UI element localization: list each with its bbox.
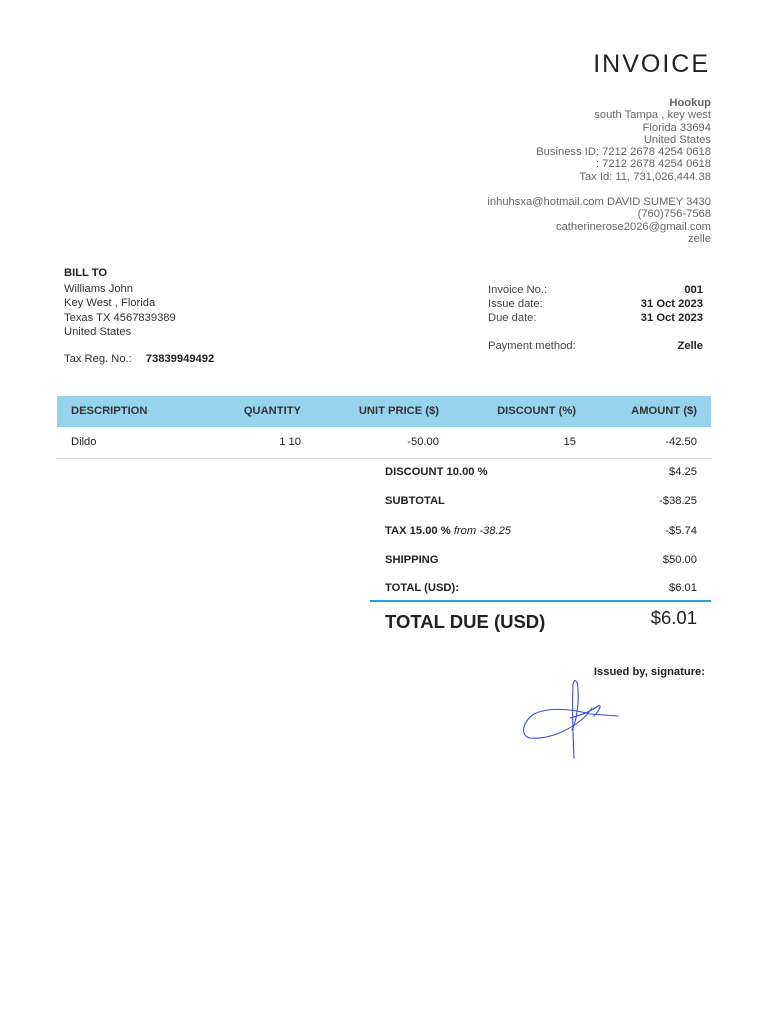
seller-name: Hookup xyxy=(669,97,711,109)
items-table-header xyxy=(57,396,711,427)
totals-value: -$38.25 xyxy=(659,495,697,507)
bill-to-line: United States xyxy=(64,325,132,338)
bill-to-block xyxy=(64,266,176,339)
contact-line: inhuhsxa@hotmail.com DAVID SUMEY 3430 xyxy=(487,196,711,208)
bill-to-line: Texas TX 4567839389 xyxy=(64,311,176,324)
meta-value: 31 Oct 2023 xyxy=(640,312,703,324)
signature-image xyxy=(520,676,630,766)
total-divider xyxy=(370,600,711,602)
seller-tax-id: Tax Id: 11, 731,026,444.38 xyxy=(579,170,711,183)
bill-to-heading: BILL TO xyxy=(64,267,108,279)
seller-address-line: United States xyxy=(643,133,711,146)
column-header-amount: AMOUNT ($) xyxy=(631,405,697,417)
totals-label: DISCOUNT 10.00 % xyxy=(385,466,488,478)
total-due-value: $6.01 xyxy=(650,607,697,628)
invoice-title: INVOICE xyxy=(593,50,710,78)
column-header-discount: DISCOUNT (%) xyxy=(497,405,576,417)
meta-row-invoice-no xyxy=(488,283,703,297)
tax-reg-label: Tax Reg. No.: xyxy=(64,353,132,365)
totals-value: $4.25 xyxy=(669,466,697,478)
meta-label: Payment method: xyxy=(488,340,576,352)
tax-basis: from -38.25 xyxy=(453,525,512,537)
meta-value: 001 xyxy=(684,284,703,296)
column-header-quantity: QUANTITY xyxy=(243,405,301,417)
meta-label: Issue date: xyxy=(488,298,543,310)
cell-description: Dildo xyxy=(71,436,97,448)
seller-contact xyxy=(487,196,711,245)
meta-value: 31 Oct 2023 xyxy=(640,298,703,310)
totals-row-subtotal xyxy=(385,495,697,507)
seller-block xyxy=(536,97,711,183)
contact-email: catherinerose2026@gmail.com xyxy=(555,220,711,233)
bill-to-line: Key West , Florida xyxy=(64,297,156,310)
seller-address-line: Florida 33694 xyxy=(642,121,711,134)
meta-row-due-date xyxy=(488,311,703,325)
invoice-meta xyxy=(488,283,703,353)
cell-quantity: 1 10 xyxy=(279,436,301,448)
seller-id-line: : 7212 2678 4254 0618 xyxy=(595,158,711,171)
totals-value: $50.00 xyxy=(662,554,697,566)
tax-reg-row xyxy=(64,353,214,365)
cell-amount: -42.50 xyxy=(665,436,697,448)
totals-row-discount xyxy=(385,466,697,478)
column-header-unit-price: UNIT PRICE ($) xyxy=(358,405,439,417)
contact-line: zelle xyxy=(687,232,711,245)
total-due-label: TOTAL DUE (USD) xyxy=(385,611,546,632)
table-row xyxy=(57,427,711,459)
signature-stroke xyxy=(524,708,618,738)
totals-label: TOTAL (USD): xyxy=(385,582,459,594)
meta-label: Due date: xyxy=(488,312,537,324)
meta-value: Zelle xyxy=(677,340,703,352)
totals-value: -$5.74 xyxy=(665,525,697,537)
meta-row-issue-date xyxy=(488,297,703,311)
bill-to-line: Williams John xyxy=(64,283,134,296)
totals-value: $6.01 xyxy=(669,582,697,594)
totals-label: SUBTOTAL xyxy=(385,495,445,507)
tax-reg-value: 73839949492 xyxy=(145,353,215,365)
seller-address-line: south Tampa , key west xyxy=(594,109,711,122)
signature-stroke xyxy=(572,681,578,758)
totals-row-shipping xyxy=(385,554,697,566)
signature-label: Issued by, signature: xyxy=(593,666,705,678)
totals-label: TAX 15.00 % xyxy=(385,525,451,537)
totals-label: SHIPPING xyxy=(385,554,439,566)
seller-business-id: Business ID: 7212 2678 4254 0618 xyxy=(536,146,711,159)
totals-row-tax xyxy=(385,525,697,537)
meta-label: Invoice No.: xyxy=(488,284,548,296)
cell-discount: 15 xyxy=(563,436,576,448)
cell-unit-price: -50.00 xyxy=(407,436,439,448)
totals-row-total xyxy=(385,582,697,594)
meta-row-payment-method xyxy=(488,339,703,353)
column-header-description: DESCRIPTION xyxy=(71,405,148,417)
contact-phone: (760)756-7568 xyxy=(637,208,711,221)
